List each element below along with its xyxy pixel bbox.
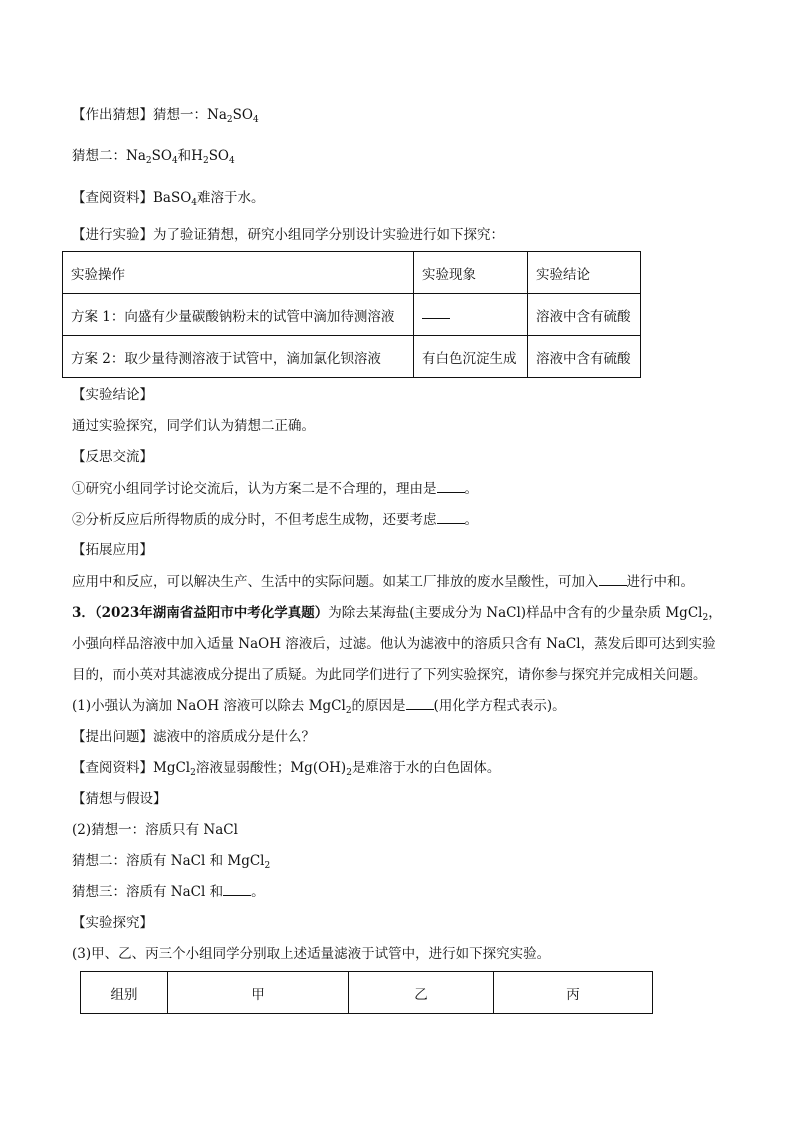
table-row: 方案 1：向盛有少量碳酸钠粉末的试管中滴加待测溶液 溶液中含有硫酸 — [63, 294, 641, 336]
answer-blank[interactable] — [414, 294, 528, 336]
application-text: 应用中和反应，可以解决生产、生活中的实际问题。如某工厂排放的废水呈酸性，可加入 进行中和。 — [72, 574, 694, 590]
reference-line: 【查阅资料】BaSO$_4$难溶于水。 — [72, 190, 265, 208]
answer-blank[interactable] — [406, 697, 434, 710]
question-source: （2023年湖南省益阳市中考化学真题） — [94, 605, 329, 621]
question-heading-line: 【提出问题】滤液中的溶质成分是什么？ — [72, 729, 315, 745]
table-row: 方案 2：取少量待测溶液于试管中，滴加氯化钡溶液 有白色沉淀生成 溶液中含有硫酸 — [63, 336, 641, 378]
experiment-heading-line: 【进行实验】为了验证猜想，研究小组同学分别设计实验进行如下探究： — [72, 227, 504, 243]
reflection-1: ①研究小组同学讨论交流后，认为方案二是不合理的，理由是 。 — [72, 481, 478, 497]
guess-2-line: 猜想二：$Na_2SO_4$和$H_2SO_4$ — [72, 148, 235, 166]
question-3-intro: 3．（2023年湖南省益阳市中考化学真题）为除去某海盐(主要成分为 NaCl)样品中含有的少量杂质 MgCl$_2$， — [72, 605, 722, 623]
reference-line-2: 【查阅资料】MgCl$_2$溶液显弱酸性；$Mg(OH)_2$是难溶于水的白色固体。 — [72, 760, 501, 778]
hypothesis-2: 猜想二：溶质有 NaCl 和 MgCl$_2$ — [72, 853, 271, 871]
table-header-row: 实验操作 实验现象 实验结论 — [63, 252, 641, 294]
answer-blank[interactable] — [599, 573, 627, 586]
reflection-2: ②分析反应后所得物质的成分时，不但考虑生成物，还要考虑 。 — [72, 512, 478, 528]
question-3-line-2: 小强向样品溶液中加入适量 NaOH 溶液后，过滤。他认为滤液中的溶质只含有 NaCl，蒸发后即可达到实验 — [72, 636, 716, 652]
question-3-part-3: (3)甲、乙、丙三个小组同学分别取上述适量滤液于试管中，进行如下探究实验。 — [72, 946, 551, 962]
conclusion-text: 通过实验探究，同学们认为猜想二正确。 — [72, 418, 315, 434]
hypothesis-heading: 【猜想与假设】 — [72, 791, 167, 807]
answer-blank[interactable] — [223, 883, 251, 896]
guess-heading: 【作出猜想】猜想一： — [72, 107, 207, 123]
answer-blank[interactable] — [437, 511, 465, 524]
group-table — [80, 971, 653, 1014]
table-header-row: 组别 甲 乙 丙 — [81, 972, 653, 1014]
exploration-heading: 【实验探究】 — [72, 915, 153, 931]
question-number: 3． — [72, 605, 95, 621]
formula-na2so4: $Na_2SO_4$ — [207, 107, 259, 125]
answer-blank[interactable] — [437, 480, 465, 493]
hypothesis-1: (2)猜想一：溶质只有 NaCl — [72, 822, 238, 838]
experiment-table — [62, 251, 641, 378]
reflection-heading: 【反思交流】 — [72, 449, 153, 465]
question-3-part-1: (1)小强认为滴加 NaOH 溶液可以除去 MgCl$_2$的原因是 (用化学方程式表示)。 — [72, 698, 566, 716]
conclusion-heading: 【实验结论】 — [72, 387, 153, 403]
guess-1-line — [72, 106, 259, 126]
application-heading: 【拓展应用】 — [72, 542, 153, 558]
question-3-line-3: 目的，而小英对其滤液成分提出了质疑。为此同学们进行了下列实验探究，请你参与探究并完成相关问题。 — [72, 667, 707, 683]
hypothesis-3: 猜想三：溶质有 NaCl 和 。 — [72, 884, 265, 900]
